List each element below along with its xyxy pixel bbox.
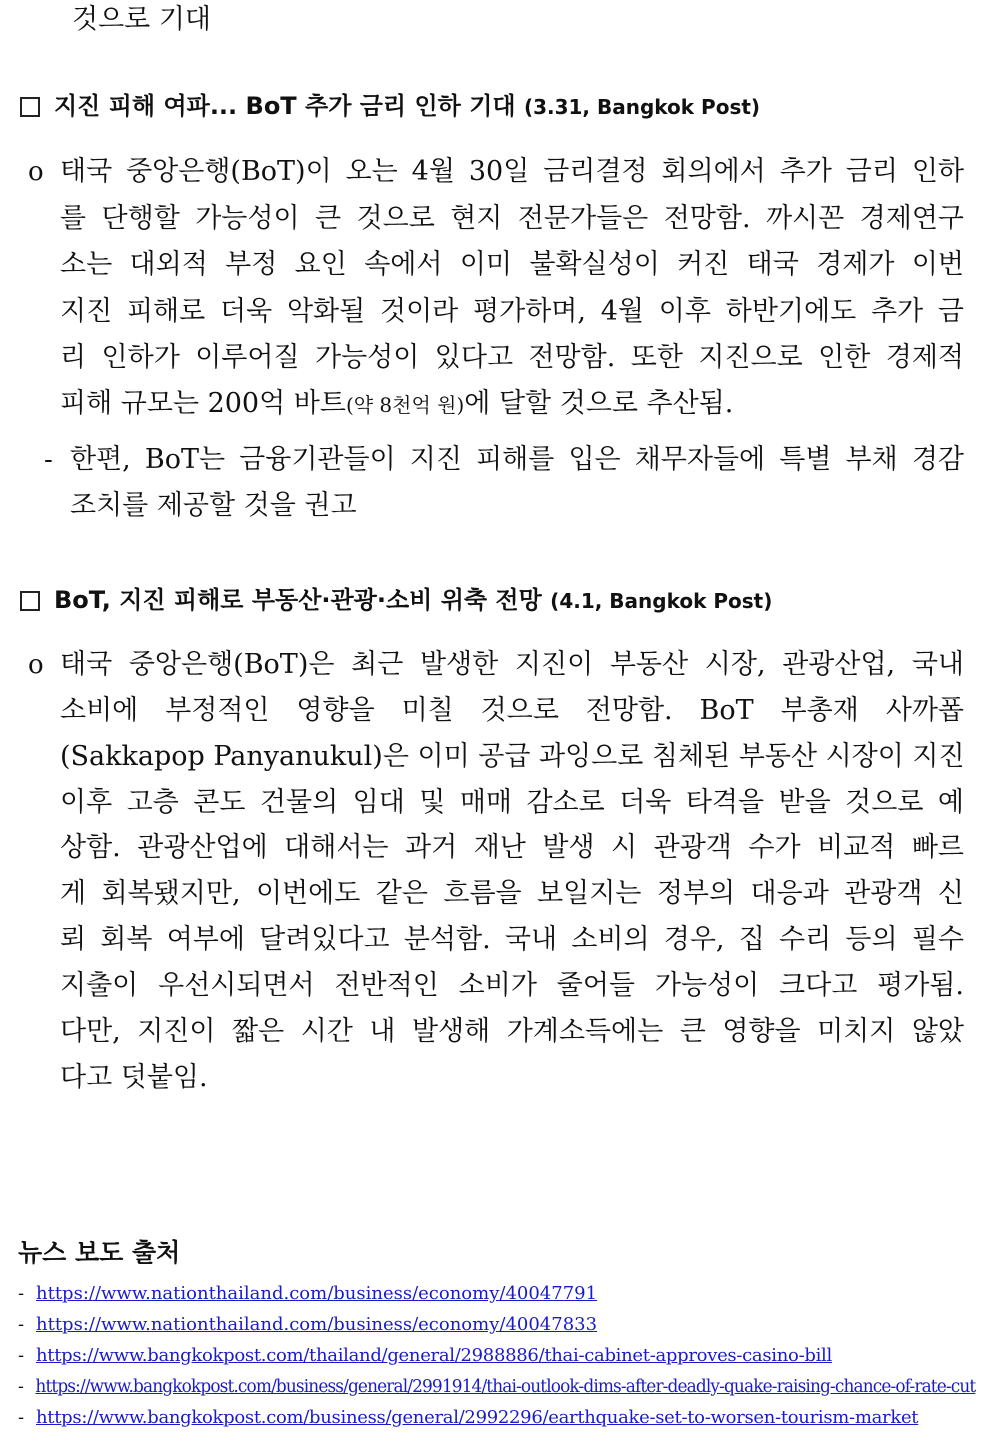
paragraph-line: 다고 덧붙임. (60, 1062, 208, 1093)
source-link[interactable]: https://www.nationthailand.com/business/economy/40047791 (36, 1283, 598, 1304)
paragraph-line: 게 회복됐지만, 이번에도 같은 흐름을 보일지는 정부의 대응과 관광객 신 (60, 878, 964, 909)
source-link[interactable]: https://www.nationthailand.com/business/economy/40047833 (36, 1314, 598, 1335)
heading-title: 지진 피해 여파... BoT 추가 금리 인하 기대 (54, 92, 516, 120)
checkbox-square-icon (20, 591, 40, 611)
bullet-marker: o (28, 650, 44, 680)
source-link[interactable]: https://www.bangkokpost.com/business/general/2992296/earthquake-set-to-worsen-tourism-market (36, 1407, 919, 1428)
dash-marker: - (18, 1407, 25, 1428)
sub-paragraph-line: 한편, BoT는 금융기관들이 지진 피해를 입은 채무자들에 특별 부채 경감 (70, 444, 964, 475)
section-heading-2 (20, 582, 772, 619)
source-item (18, 1374, 975, 1400)
paragraph-line: 지진 피해로 더욱 악화될 것이라 평가하며, 4월 이후 하반기에도 추가 금 (60, 296, 964, 327)
dash-marker: - (18, 1345, 25, 1366)
paragraph-line: 지출이 우선시되면서 전반적인 소비가 줄어들 가능성이 크다고 평가됨. (60, 970, 964, 1001)
heading-source: (3.31, Bangkok Post) (523, 95, 761, 119)
dash-marker: - (18, 1314, 25, 1335)
source-item (18, 1281, 597, 1307)
heading-title: BoT, 지진 피해로 부동산·관광·소비 위축 전망 (54, 586, 542, 614)
sub-paragraph-line: 조치를 제공할 것을 권고 (70, 490, 357, 521)
source-item (18, 1343, 832, 1369)
checkbox-square-icon (20, 97, 40, 117)
continued-text: 것으로 기대 (72, 4, 211, 35)
text-span: 피해 규모는 200억 바트 (60, 388, 346, 419)
paragraph-line: 태국 중앙은행(BoT)이 오는 4월 30일 금리결정 회의에서 추가 금리 인하 (60, 156, 964, 187)
dash-marker: - (44, 445, 53, 475)
paragraph-line: 뢰 회복 여부에 달려있다고 분석함. 국내 소비의 경우, 집 수리 등의 필수 (60, 924, 964, 955)
paragraph-line: 상함. 관광산업에 대해서는 과거 재난 발생 시 관광객 수가 비교적 빠르 (60, 832, 964, 863)
heading-source: (4.1, Bangkok Post) (550, 589, 773, 613)
dash-marker: - (18, 1283, 25, 1304)
source-item (18, 1405, 918, 1431)
text-span: 에 달할 것으로 추산됨. (464, 388, 734, 419)
sources-title: 뉴스 보도 출처 (18, 1238, 181, 1267)
paragraph-line: 소는 대외적 부정 요인 속에서 이미 불확실성이 커진 태국 경제가 이번 (60, 249, 964, 280)
source-item (18, 1312, 597, 1338)
paragraph-line: 소비에 부정적인 영향을 미칠 것으로 전망함. BoT 부총재 사까폽 (60, 695, 964, 726)
source-link[interactable]: https://www.bangkokpost.com/thailand/general/2988886/thai-cabinet-approves-casino-bill (36, 1345, 832, 1366)
paragraph-line: 이후 고층 콘도 건물의 임대 및 매매 감소로 더욱 타격을 받을 것으로 예 (60, 787, 964, 818)
paragraph-line: 태국 중앙은행(BoT)은 최근 발생한 지진이 부동산 시장, 관광산업, 국내 (60, 649, 964, 680)
paragraph-line: (Sakkapop Panyanukul)은 이미 공급 과잉으로 침체된 부동산 시장이 지진 (60, 741, 965, 772)
dash-marker: - (18, 1376, 24, 1397)
paragraph-line (60, 384, 964, 425)
source-link[interactable]: https://www.bangkokpost.com/business/general/2991914/thai-outlook-dims-after-deadly-quake-raising-chance-of-rate-cut (35, 1377, 976, 1397)
amount-note: (약 8천억 원) (345, 393, 465, 417)
paragraph-line: 다만, 지진이 짧은 시간 내 발생해 가계소득에는 큰 영향을 미치지 않았 (60, 1016, 964, 1047)
bullet-marker: o (28, 157, 44, 187)
section-heading-1 (20, 88, 760, 125)
paragraph-line: 를 단행할 가능성이 큰 것으로 현지 전문가들은 전망함. 까시꼰 경제연구 (60, 203, 964, 234)
paragraph-line: 리 인하가 이루어질 가능성이 있다고 전망함. 또한 지진으로 인한 경제적 (60, 342, 964, 373)
